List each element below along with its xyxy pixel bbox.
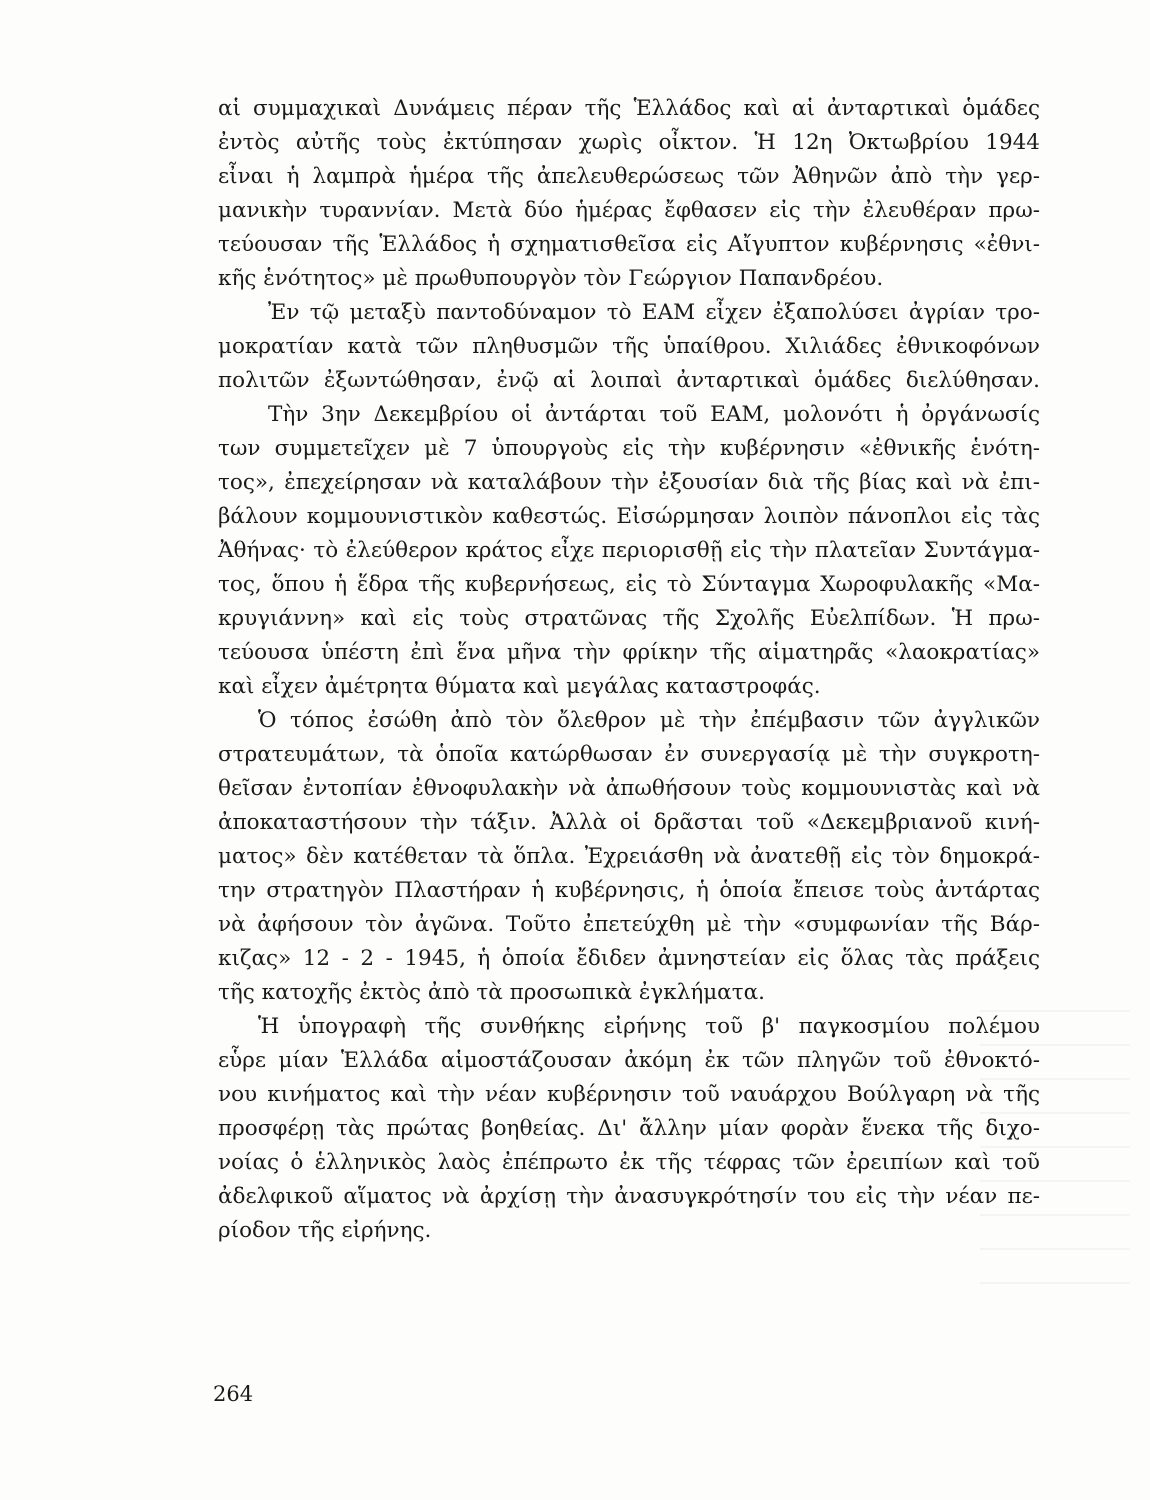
text-line: τος», ἐπεχείρησαν νὰ καταλάβουν τὴν ἐξουσίαν διὰ τῆς βίας καὶ νὰ ἐπι- — [218, 470, 1040, 495]
text-line: τος, ὅπου ἡ ἕδρα τῆς κυβερνήσεως, εἰς τὸ Σύνταγμα Χωροφυλακῆς «Μα- — [218, 572, 1040, 597]
text-line: νου κινήματος καὶ τὴν νέαν κυβέρνησιν τοῦ ναυάρχου Βούλγαρη νὰ τῆς — [218, 1082, 1040, 1107]
text-line: κῆς ἑνότητος» μὲ πρωθυπουργὸν τὸν Γεώργιον Παπανδρέου. — [218, 266, 884, 291]
text-line: νοίας ὁ ἑλληνικὸς λαὸς ἐπέπρωτο ἐκ τῆς τέφρας τῶν ἐρειπίων καὶ τοῦ — [218, 1150, 1040, 1175]
text-line: εὗρε μίαν Ἑλλάδα αἱμοστάζουσαν ἀκόμη ἐκ τῶν πληγῶν τοῦ ἐθνοκτό- — [218, 1048, 1040, 1073]
text-line: τεύουσα ὑπέστη ἐπὶ ἕνα μῆνα τὴν φρίκην τῆς αἱματηρᾶς «λαοκρατίας» — [218, 640, 1040, 665]
body-text — [218, 92, 1040, 1248]
text-line: βάλουν κομμουνιστικὸν καθεστώς. Εἰσώρμησαν λοιπὸν πάνοπλοι εἰς τὰς — [218, 504, 1040, 529]
text-line: τεύουσαν τῆς Ἑλλάδος ἡ σχηματισθεῖσα εἰς Αἴγυπτον κυβέρνησις «ἐθνι- — [218, 232, 1040, 257]
text-line: Ἀθήνας· τὸ ἐλεύθερον κράτος εἶχε περιορισθῇ εἰς τὴν πλατεῖαν Συντάγμα- — [218, 538, 1040, 563]
text-line: ἐντὸς αὐτῆς τοὺς ἐκτύπησαν χωρὶς οἶκτον. Ἡ 12η Ὀκτωβρίου 1944 — [218, 130, 1040, 155]
text-line: Ἐν τῷ μεταξὺ παντοδύναμον τὸ ΕΑΜ εἶχεν ἐξαπολύσει ἀγρίαν τρο- — [268, 300, 1040, 325]
text-line: ἀποκαταστήσουν τὴν τάξιν. Ἀλλὰ οἱ δρᾶσται τοῦ «Δεκεμβριανοῦ κινή- — [218, 810, 1040, 835]
text-line: κιζας» 12 - 2 - 1945, ἡ ὁποία ἔδιδεν ἀμνηστείαν εἰς ὅλας τὰς πράξεις — [218, 946, 1040, 971]
text-line: εἶναι ἡ λαμπρὰ ἡμέρα τῆς ἀπελευθερώσεως τῶν Ἀθηνῶν ἀπὸ τὴν γερ- — [218, 164, 1040, 189]
text-line: προσφέρῃ τὰς πρώτας βοηθείας. Δι' ἄλλην μίαν φορὰν ἕνεκα τῆς διχο- — [218, 1116, 1040, 1141]
text-line: στρατευμάτων, τὰ ὁποῖα κατώρθωσαν ἐν συνεργασίᾳ μὲ τὴν συγκροτη- — [218, 742, 1040, 767]
text-line: καὶ εἶχεν ἀμέτρητα θύματα καὶ μεγάλας καταστροφάς. — [218, 674, 821, 699]
text-line: τῆς κατοχῆς ἐκτὸς ἀπὸ τὰ προσωπικὰ ἐγκλήματα. — [218, 980, 765, 1005]
page-number: 264 — [213, 1382, 254, 1406]
text-line: των συμμετεῖχεν μὲ 7 ὑπουργοὺς εἰς τὴν κυβέρνησιν «ἐθνικῆς ἑνότη- — [218, 436, 1040, 461]
text-line: ματος» δὲν κατέθεταν τὰ ὅπλα. Ἐχρειάσθη νὰ ἀνατεθῇ εἰς τὸν δημοκρά- — [218, 844, 1040, 869]
text-line: Τὴν 3ην Δεκεμβρίου οἱ ἀντάρται τοῦ ΕΑΜ, μολονότι ἡ ὀργάνωσίς — [268, 402, 1040, 427]
text-line: κρυγιάννη» καὶ εἰς τοὺς στρατῶνας τῆς Σχολῆς Εὐελπίδων. Ἡ πρω- — [218, 606, 1040, 631]
text-line: Ὁ τόπος ἐσώθη ἀπὸ τὸν ὄλεθρον μὲ τὴν ἐπέμβασιν τῶν ἀγγλικῶν — [258, 708, 1040, 733]
text-line: μανικὴν τυραννίαν. Μετὰ δύο ἡμέρας ἔφθασεν εἰς τὴν ἐλευθέραν πρω- — [218, 198, 1040, 223]
text-line: την στρατηγὸν Πλαστήραν ἡ κυβέρνησις, ἡ ὁποία ἔπεισε τοὺς ἀντάρτας — [218, 878, 1040, 903]
text-line: αἱ συμμαχικαὶ Δυνάμεις πέραν τῆς Ἑλλάδος καὶ αἱ ἀνταρτικαὶ ὁμάδες — [218, 96, 1040, 121]
show-through-texture — [980, 1010, 1130, 1310]
text-line: Ἡ ὑπογραφὴ τῆς συνθήκης εἰρήνης τοῦ β' παγκοσμίου πολέμου — [258, 1014, 1040, 1039]
text-line: πολιτῶν ἐξωντώθησαν, ἐνῷ αἱ λοιπαὶ ἀνταρτικαὶ ὁμάδες διελύθησαν. — [218, 368, 1040, 393]
text-line: θεῖσαν ἐντοπίαν ἐθνοφυλακὴν νὰ ἀπωθήσουν τοὺς κομμουνιστὰς καὶ νὰ — [218, 776, 1040, 801]
text-line: ρίοδον τῆς εἰρήνης. — [218, 1218, 432, 1243]
text-line: νὰ ἀφήσουν τὸν ἀγῶνα. Τοῦτο ἐπετεύχθη μὲ τὴν «συμφωνίαν τῆς Βάρ- — [218, 912, 1040, 937]
text-line: ἀδελφικοῦ αἵματος νὰ ἀρχίσῃ τὴν ἀνασυγκρότησίν του εἰς τὴν νέαν πε- — [218, 1184, 1040, 1209]
text-line: μοκρατίαν κατὰ τῶν πληθυσμῶν τῆς ὑπαίθρου. Χιλιάδες ἐθνικοφόνων — [218, 334, 1040, 359]
